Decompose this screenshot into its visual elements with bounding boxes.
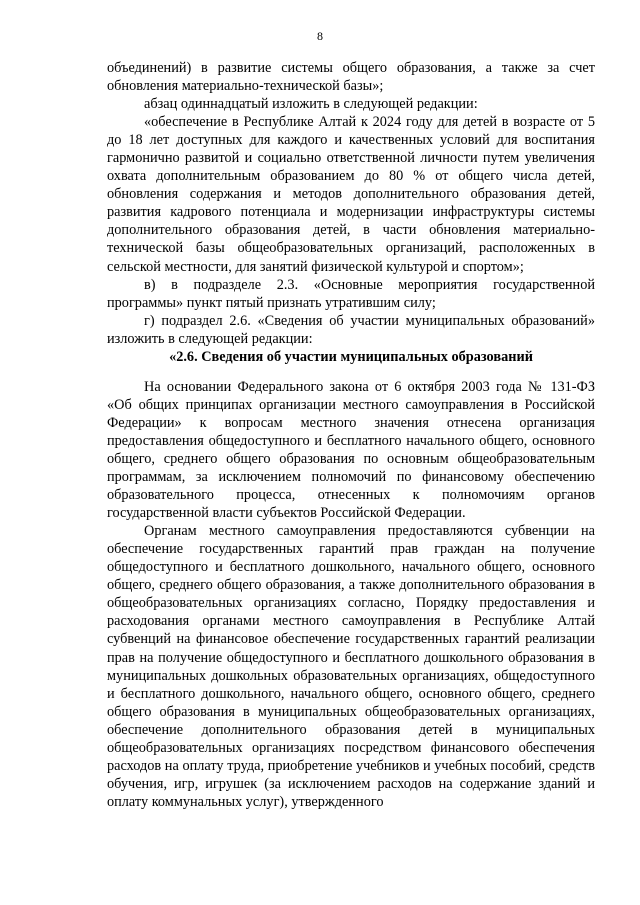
- page-number: 8: [317, 29, 323, 43]
- paragraph-federal-law: На основании Федерального закона от 6 октября 2003 года № 131-ФЗ «Об общих принципах организации местного самоуправления в Российской Федерации» к вопросам местного значения отнесена организация предоставления общедоступного и бесплатного начального общего, основного общего, среднего общего образования по основным общеобразовательным программам, за исключением полномочий по финансовому обеспечению образовательного процесса, отнесенных к полномочиям органов государственной власти субъектов Российской Федерации.: [107, 378, 595, 522]
- paragraph-subventions: Органам местного самоуправления предоставляются субвенции на обеспечение государственных гарантий прав граждан на получение общедоступного и бесплатного дошкольного, начального общего, основного общего, среднего общего образования, а также дополнительного образования в общеобразовательных организациях согласно, Порядку предоставления и расходования органами местного самоуправления в Республике Алтай субвенций на финансовое обеспечение государственных гарантий реализации прав на получение общедоступного и бесплатного дошкольного образования в муниципальных дошкольных образовательных организациях, общедоступного и бесплатного дошкольного, начального общего, основного общего, среднего общего образования в муниципальных общеобразовательных организациях, обеспечение дополнительного образования детей в муниципальных общеобразовательных организациях посредством финансового обеспечения расходов на оплату труда, приобретение учебников и учебных пособий, средств обучения, игр, игрушек (за исключением расходов на содержание зданий и оплату коммунальных услуг), утвержденного: [107, 523, 595, 810]
- page-body: [107, 59, 595, 811]
- paragraph-item-v: в) в подразделе 2.3. «Основные мероприятия государственной программы» пункт пятый признать утратившим силу;: [107, 276, 595, 311]
- paragraph-instruction: абзац одиннадцатый изложить в следующей редакции:: [144, 96, 478, 113]
- section-heading: «2.6. Сведения об участии муниципальных образований: [169, 348, 533, 365]
- paragraph-item-g: г) подраздел 2.6. «Сведения об участии муниципальных образований» изложить в следующей редакции:: [107, 312, 595, 347]
- paragraph-quoted-text: «обеспечение в Республике Алтай к 2024 году для детей в возрасте от 5 до 18 лет доступных для каждого и качественных условий для воспитания гармонично развитой и социально ответственной личности путем увеличения охвата дополнительным образованием до 80 % от общего числа детей, обновления содержания и методов дополнительного образования детей, развития кадрового потенциала и модернизации инфраструктуры системы дополнительного образования детей, в части обновления материально-технической базы общеобразовательных организаций, расположенных в сельской местности, для занятий физической культурой и спортом»;: [107, 114, 595, 275]
- paragraph-continuation: объединений) в развитие системы общего образования, а также за счет обновления материально-технической базы»;: [107, 60, 595, 95]
- section-spacer: [107, 366, 595, 378]
